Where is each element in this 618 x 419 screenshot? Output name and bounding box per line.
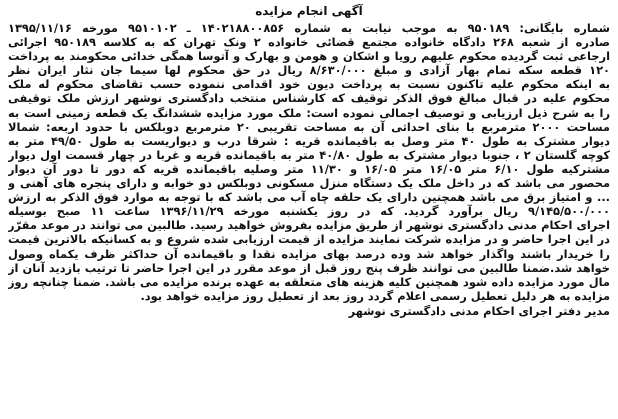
notice-line: ارجاعی ثبت گردیده محکوم علیهم رویا و اشکان و هومن و بهارک و آتوسا همگی خدائی محکومند به پرداخت bbox=[8, 49, 610, 64]
notice-line: محکوم علیه در قبال مبالغ فوق الذکر توقیف که کارشناس منتخب دادگستری نوشهر ارزش ملک توقیفی bbox=[8, 91, 610, 106]
notice-line: را خریدار باشند واگذار خواهد شد وده درصد بهای مزایده نقدا و باقیمانده آن حداکثر ظرف یکماه وصول bbox=[8, 246, 610, 261]
notice-signature: مدیر دفتر اجرای احکام مدنی دادگستری نوشهر bbox=[348, 303, 610, 318]
notice-body bbox=[8, 21, 610, 303]
notice-line: ۹/۱۴۵/۵۰۰/۰۰۰ ریال برآورد گردید. که در روز یکشنبه مورخه ۱۳۹۶/۱۱/۲۹ ساعت ۱۱ صبح بوسیله bbox=[8, 204, 610, 219]
notice-line: مساحت ۲۰۰۰ مترمربع با بنای احداثی آن به مساحت تقریبی ۲۰ مترمربع دوبلکس با حدود اربعه: شمالا bbox=[8, 119, 610, 134]
notice-line: صادره از شعبه ۲۶۸ دادگاه خانواده مجتمع قضائی خانواده ۲ ونک تهران که به کلاسه ۹۵۰۱۸۹ اجرائی bbox=[8, 35, 610, 50]
notice-line: کوچه گلستان ۲ ، جنوبا دیوار مشترک به طول ۴۰/۸۰ متر به باقیمانده قریه و غربا در چهار قسمت اول دیوار bbox=[8, 147, 610, 162]
notice-line: به اینکه محکوم علیه تاکنون نسبت به پرداخت دیون خود اقدامی ننموده حسب تقاضای محکوم له ملک bbox=[8, 77, 610, 92]
notice-line: خواهد شد.ضمنا طالبین می توانند ظرف پنج روز قبل از موعد مقرر در این اجرا حاضر تا ترتیب بازدید آنان از bbox=[8, 260, 610, 275]
notice-line: مزایده به هر دلیل تعطیل رسمی اعلام گردد روز بعد از تعطیل روز مزایده خواهد بود. bbox=[140, 288, 610, 303]
notice-line: در این اجرا حاضر و در مزایده شرکت نمایند مزایده از قیمت ارزیابی شده شروع و به کسانیکه بالاترین قیمت bbox=[8, 232, 610, 247]
notice-line: مال مورد مزایده داده شود همچنین کلیه هزینه های متعلقه به عهده برنده مزایده می باشد. ضمنا چنانچه روز bbox=[8, 274, 610, 289]
notice-line: مشترکیه طول ۶/۱۰ متر ۱۶/۰۵ متر ۱۶/۰۵ و ۱۱/۳۰ متر وصلیه باقیمانده قریه که دور تا دور آن دیوار bbox=[8, 161, 610, 176]
notice-line: را به شرح ذیل ارزیابی و توصیف اجمالی نموده است: ملک مورد مزایده ششدانگ یک قطعه زمینی است به bbox=[8, 105, 610, 120]
notice-line: اجرای احکام مدنی دادگستری نوشهر از طریق مزایده بفروش خواهید رسید. طالبین می توانند در موعد مقرّر bbox=[8, 218, 610, 233]
notice-title: آگهی انجام مزایده bbox=[255, 4, 363, 18]
notice-line: دیوار مشترک به طول ۴۰ متر وصل به باقیمانده قریه : شرقا درب و دیواریست به طول ۴۹/۵۰ متر به bbox=[8, 133, 610, 148]
notice-line: شماره بایگانی: ۹۵۰۱۸۹ به موجب نیابت به شماره ۱۴۰۲۱۸۸۰۰۸۵۶ ـ ۹۵۱۰۱۰۲ مورخه ۱۳۹۵/۱۱/۱۶ bbox=[8, 21, 610, 35]
notice-line: ۱۲۰ قطعه سکه تمام بهار آزادی و مبلغ ۸/۶۳۰/۰۰۰ ریال در حق محکوم لها سیما جان نثار ایران نظر bbox=[8, 63, 610, 78]
notice-line: ... و امتیاز برق می باشد همچنین دارای یک حلقه چاه آب می باشد که با توجه به موارد فوق الذکر به ارزش bbox=[8, 190, 610, 205]
notice-line: محصور می باشد که در داخل ملک یک دستگاه منزل مسکونی دوبلکس دو خوابه و دارای پنجره های آهنی و bbox=[8, 176, 610, 191]
